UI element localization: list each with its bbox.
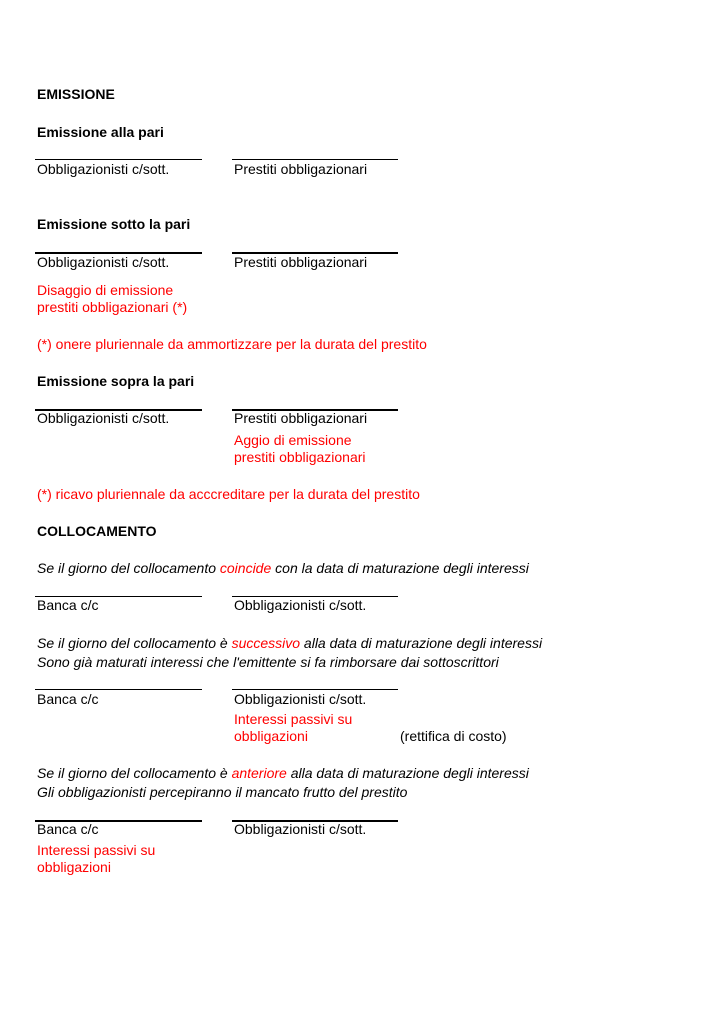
anteriore-condition xyxy=(37,765,529,782)
anteriore-credit: Obbligazionisti c/sott. xyxy=(234,821,367,837)
condition-suffix: alla data di maturazione degli interessi xyxy=(300,635,543,651)
credit-rule xyxy=(232,689,398,690)
debit-rule xyxy=(35,689,202,690)
condition-keyword: anteriore xyxy=(231,765,287,781)
condition-prefix: Se il giorno del collocamento è xyxy=(37,765,232,781)
emissione-sotto-note: (*) onere pluriennale da ammortizzare per la durata del prestito xyxy=(37,336,427,352)
emissione-pari-debit: Obbligazionisti c/sott. xyxy=(37,161,170,177)
emissione-sotto-debit: Obbligazionisti c/sott. xyxy=(37,254,170,270)
emissione-sotto-credit: Prestiti obbligazionari xyxy=(234,254,368,270)
interessi-passivi-debit-line2: obbligazioni xyxy=(37,859,111,875)
coincide-credit: Obbligazionisti c/sott. xyxy=(234,597,367,613)
interessi-passivi-debit-line1: Interessi passivi su xyxy=(37,842,156,858)
emissione-pari-heading: Emissione alla pari xyxy=(37,124,164,140)
condition-suffix: alla data di maturazione degli interessi xyxy=(286,765,529,781)
condition-keyword: coincide xyxy=(219,560,272,576)
emissione-title: EMISSIONE xyxy=(37,86,115,102)
coincide-condition xyxy=(37,560,529,577)
aggio-line2: prestiti obbligazionari xyxy=(234,449,366,465)
emissione-sopra-credit: Prestiti obbligazionari xyxy=(234,410,368,426)
interessi-passivi-line2: obbligazioni xyxy=(234,728,308,744)
emissione-sopra-note: (*) ricavo pluriennale da acccreditare per la durata del prestito xyxy=(37,486,420,502)
anteriore-debit: Banca c/c xyxy=(37,821,99,837)
debit-rule xyxy=(35,159,202,160)
condition-suffix: con la data di maturazione degli interessi xyxy=(271,560,529,576)
credit-rule xyxy=(232,159,398,160)
emissione-sopra-heading: Emissione sopra la pari xyxy=(37,373,195,389)
condition-keyword: successivo xyxy=(231,635,301,651)
rettifica-remark: (rettifica di costo) xyxy=(400,728,507,744)
emissione-sopra-debit: Obbligazionisti c/sott. xyxy=(37,410,170,426)
emissione-pari-credit: Prestiti obbligazionari xyxy=(234,161,368,177)
coincide-debit: Banca c/c xyxy=(37,597,99,613)
successivo-debit: Banca c/c xyxy=(37,691,99,707)
successivo-explanation: Sono già maturati interessi che l'emittente si fa rimborsare dai sottoscrittori xyxy=(37,654,499,670)
condition-prefix: Se il giorno del collocamento è xyxy=(37,635,232,651)
disaggio-line2: prestiti obbligazionari (*) xyxy=(37,299,188,315)
condition-prefix: Se il giorno del collocamento xyxy=(37,560,220,576)
interessi-passivi-line1: Interessi passivi su xyxy=(234,711,353,727)
collocamento-title: COLLOCAMENTO xyxy=(37,523,157,539)
anteriore-explanation: Gli obbligazionisti percepiranno il mancato frutto del prestito xyxy=(37,784,408,800)
emissione-sotto-heading: Emissione sotto la pari xyxy=(37,216,191,232)
aggio-line1: Aggio di emissione xyxy=(234,432,352,448)
successivo-credit: Obbligazionisti c/sott. xyxy=(234,691,367,707)
successivo-condition xyxy=(37,635,542,652)
disaggio-line1: Disaggio di emissione xyxy=(37,282,174,298)
